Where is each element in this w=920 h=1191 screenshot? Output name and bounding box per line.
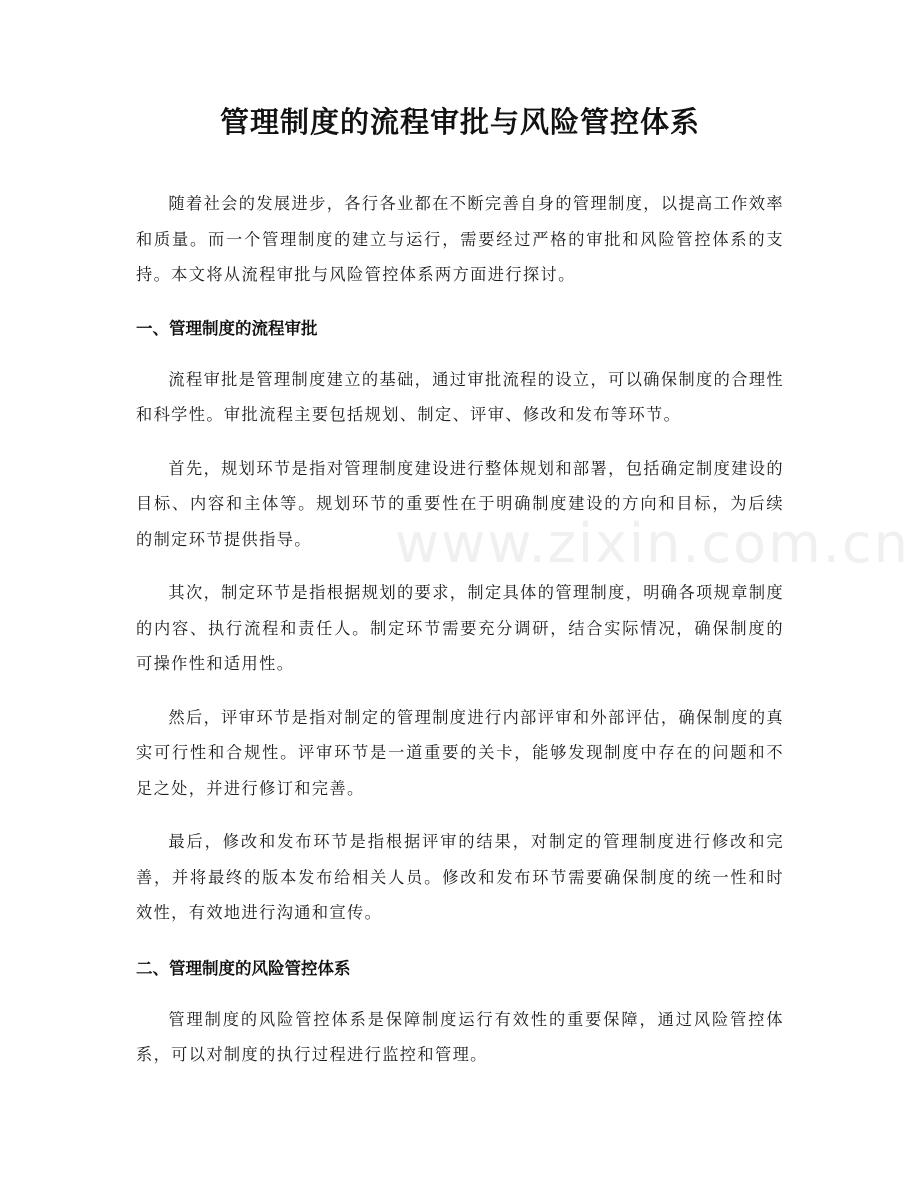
section-2-paragraph: 管理制度的风险管控体系是保障制度运行有效性的重要保障，通过风险管控体系，可以对制度的执行过程进行监控和管理。 <box>136 1009 784 1064</box>
section-1-paragraph: 然后，评审环节是指对制定的管理制度进行内部评审和外部评估，确保制度的真实可行性和合规性。评审环节是一道重要的关卡，能够发现制度中存在的问题和不足之处，并进行修订和完善。 <box>136 707 784 798</box>
section-1-paragraph: 流程审批是管理制度建立的基础，通过审批流程的设立，可以确保制度的合理性和科学性。审批流程主要包括规划、制定、评审、修改和发布等环节。 <box>136 369 784 424</box>
section-1-paragraph: 最后，修改和发布环节是指根据评审的结果，对制定的管理制度进行修改和完善，并将最终的版本发布给相关人员。修改和发布环节需要确保制度的统一性和时效性，有效地进行沟通和宣传。 <box>136 832 784 922</box>
section-1-paragraph: 首先，规划环节是指对管理制度建设进行整体规划和部署，包括确定制度建设的目标、内容和主体等。规划环节的重要性在于明确制度建设的方向和目标，为后续的制定环节提供指导。 <box>136 458 784 549</box>
section-1-paragraph: 其次，制定环节是指根据规划的要求，制定具体的管理制度，明确各项规章制度的内容、执行流程和责任人。制定环节需要充分调研，结合实际情况，确保制度的可操作性和适用性。 <box>136 583 784 673</box>
document-title: 管理制度的流程审批与风险管控体系 <box>219 105 700 139</box>
watermark-text: www.zixin.com.cn <box>395 512 910 575</box>
section-1-heading: 一、管理制度的流程审批 <box>136 318 318 338</box>
intro-paragraph: 随着社会的发展进步，各行各业都在不断完善自身的管理制度，以提高工作效率和质量。而一个管理制度的建立与运行，需要经过严格的审批和风险管控体系的支持。本文将从流程审批与风险管控体系两方面进行探讨。 <box>136 194 784 284</box>
section-2-heading: 二、管理制度的风险管控体系 <box>136 958 351 978</box>
